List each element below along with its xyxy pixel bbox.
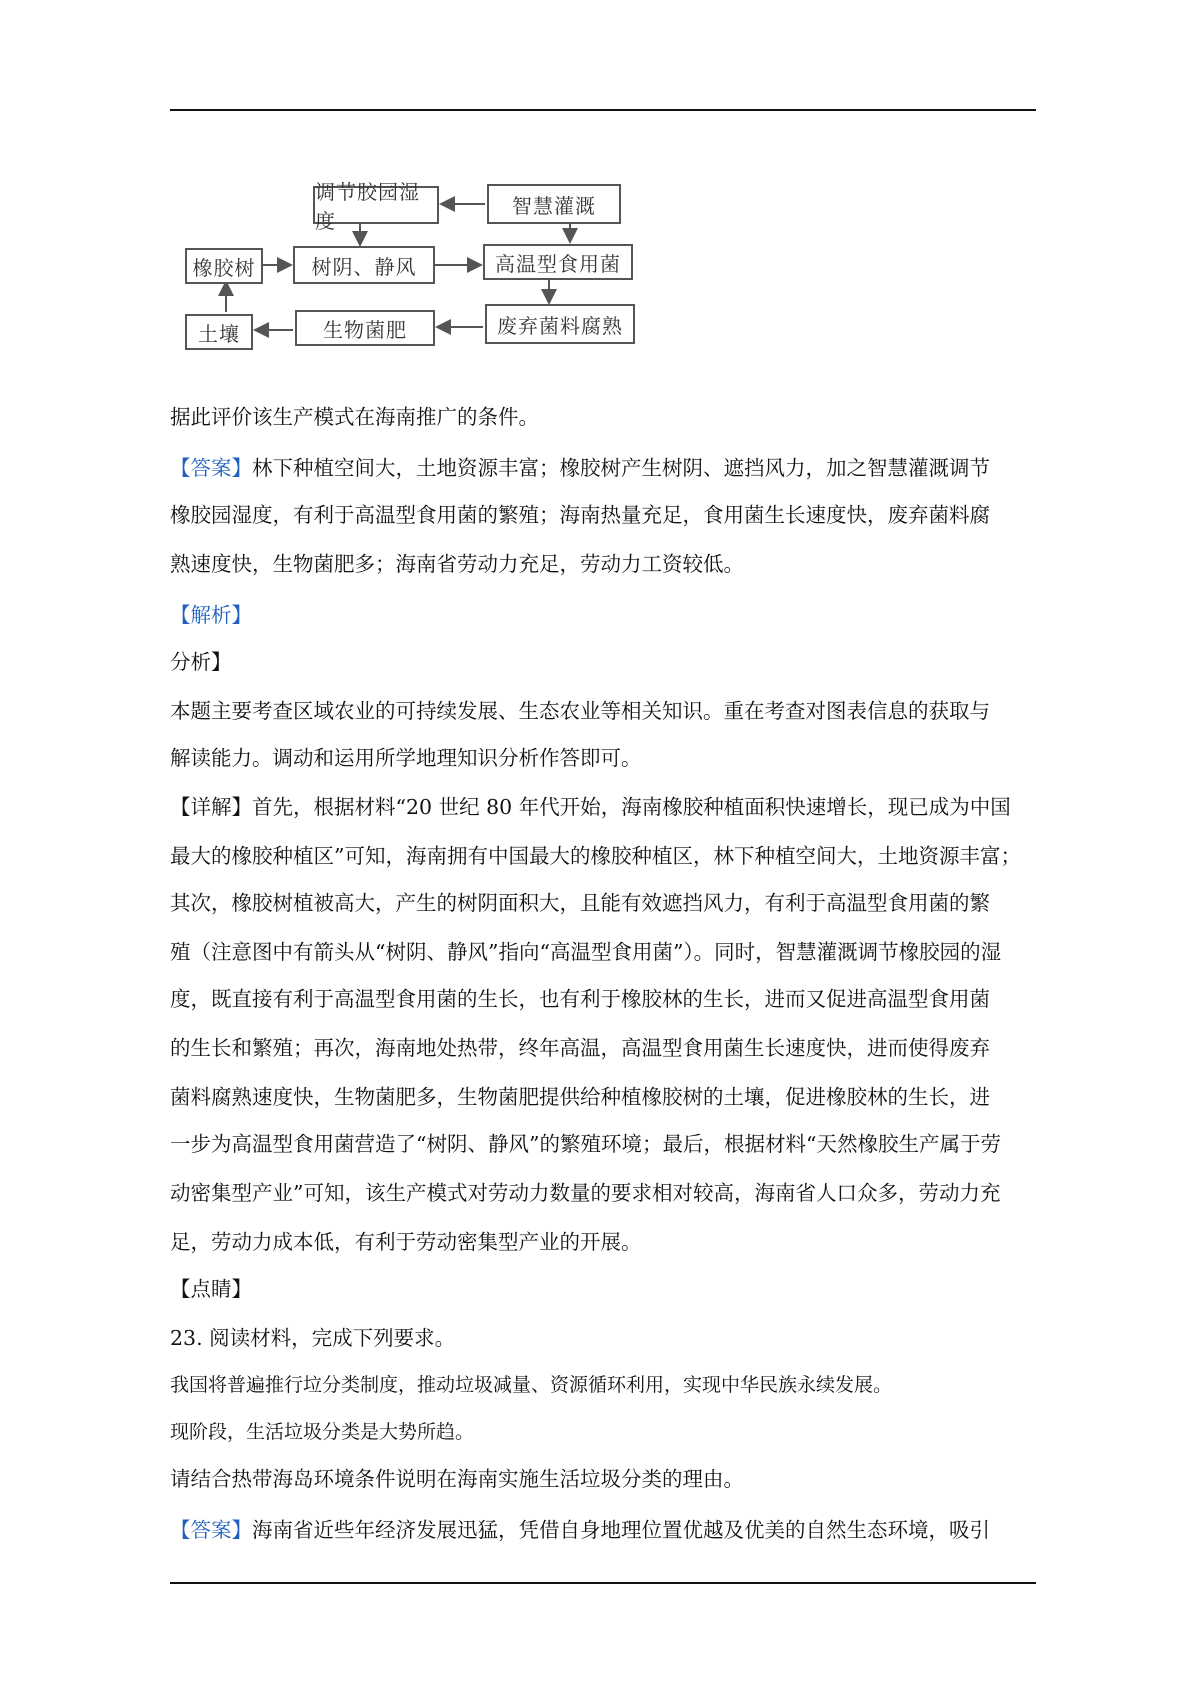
line-text: 菌料腐熟速度快，生物菌肥多，生物菌肥提供给种植橡胶树的土壤，促进橡胶林的生长，进 — [170, 1085, 990, 1109]
text-line — [170, 1181, 1036, 1205]
box-waste-compost: 废弃菌料腐熟 — [485, 304, 635, 344]
text-line — [170, 1420, 1036, 1444]
box-rubber-tree: 橡胶树 — [185, 248, 263, 284]
text-line — [170, 987, 1036, 1011]
line-text: 分析】 — [170, 650, 232, 674]
text-line — [170, 844, 1036, 868]
line-text: 请结合热带海岛环境条件说明在海南实施生活垃圾分类的理由。 — [170, 1467, 744, 1491]
line-text: 海南省近些年经济发展迅猛，凭借自身地理位置优越及优美的自然生态环境，吸引 — [252, 1518, 990, 1542]
line-text: 据此评价该生产模式在海南推广的条件。 — [170, 405, 539, 429]
text-line — [170, 1373, 1036, 1397]
text-line — [170, 1518, 1036, 1542]
text-line — [170, 552, 1036, 576]
box-shade-calm-wind: 树阴、静风 — [293, 246, 435, 284]
line-text: 我国将普遍推行垃分类制度，推动垃圾减量、资源循环利用，实现中华民族永续发展。 — [170, 1374, 893, 1396]
flow-diagram — [185, 178, 685, 386]
line-text: 殖（注意图中有箭头从“树阴、静风”指向“高温型食用菌”）。同时，智慧灌溉调节橡胶园的湿 — [170, 940, 1002, 964]
line-text: 动密集型产业”可知，该生产模式对劳动力数量的要求相对较高，海南省人口众多，劳动力充 — [170, 1181, 1001, 1205]
box-smart-irrigation: 智慧灌溉 — [487, 184, 621, 224]
box-high-temp-mushroom: 高温型食用菌 — [483, 244, 633, 280]
line-text: 解读能力。调动和运用所学地理知识分析作答即可。 — [170, 746, 642, 770]
text-line — [170, 891, 1036, 915]
header-rule — [170, 109, 1036, 111]
section-tag: 【解析】 — [170, 603, 252, 627]
text-line — [170, 603, 1036, 627]
text-line — [170, 1132, 1036, 1156]
line-text: 最大的橡胶种植区”可知，海南拥有中国最大的橡胶种植区，林下种植空间大，土地资源丰富； — [170, 844, 1021, 868]
line-text: 橡胶园湿度，有利于高温型食用菌的繁殖；海南热量充足，食用菌生长速度快，废弃菌料腐 — [170, 503, 990, 527]
section-tag: 【答案】 — [170, 1518, 252, 1542]
section-tag: 【答案】 — [170, 456, 252, 480]
line-text: 的生长和繁殖；再次，海南地处热带，终年高温，高温型食用菌生长速度快，进而使得废弃 — [170, 1036, 990, 1060]
text-line — [170, 1230, 1036, 1254]
text-line — [170, 1036, 1036, 1060]
line-text: 足，劳动力成本低，有利于劳动密集型产业的开展。 — [170, 1230, 642, 1254]
text-line — [170, 456, 1036, 480]
text-line — [170, 405, 1036, 429]
text-line — [170, 1467, 1036, 1491]
text-line — [170, 650, 1036, 674]
line-text: 熟速度快，生物菌肥多；海南省劳动力充足，劳动力工资较低。 — [170, 552, 744, 576]
line-text: 一步为高温型食用菌营造了“树阴、静风”的繁殖环境；最后，根据材料“天然橡胶生产属于劳 — [170, 1132, 1001, 1156]
box-soil: 土壤 — [185, 314, 253, 350]
line-text: 【点睛】 — [170, 1277, 252, 1301]
text-line — [170, 746, 1036, 770]
line-text: 本题主要考查区域农业的可持续发展、生态农业等相关知识。重在考查对图表信息的获取与 — [170, 699, 990, 723]
line-text: 现阶段，生活垃圾分类是大势所趋。 — [170, 1421, 475, 1443]
text-line — [170, 1277, 1036, 1301]
line-text: 23. 阅读材料，完成下列要求。 — [170, 1326, 456, 1350]
line-text: 【详解】首先，根据材料“20 世纪 80 年代开始，海南橡胶种植面积快速增长，现已成为中国 — [170, 795, 1011, 819]
line-text: 林下种植空间大，土地资源丰富；橡胶树产生树阴、遮挡风力，加之智慧灌溉调节 — [252, 456, 990, 480]
footer-rule — [170, 1582, 1036, 1584]
line-text: 其次，橡胶树植被高大，产生的树阴面积大，且能有效遮挡风力，有利于高温型食用菌的繁 — [170, 891, 990, 915]
box-bio-fertilizer: 生物菌肥 — [295, 310, 435, 346]
text-line — [170, 1085, 1036, 1109]
text-line — [170, 940, 1036, 964]
box-regulate-humidity: 调节胶园湿度 — [313, 186, 439, 224]
text-line — [170, 795, 1036, 819]
text-line — [170, 503, 1036, 527]
text-line — [170, 1326, 1036, 1350]
line-text: 度，既直接有利于高温型食用菌的生长，也有利于橡胶林的生长，进而又促进高温型食用菌 — [170, 987, 990, 1011]
text-line — [170, 699, 1036, 723]
